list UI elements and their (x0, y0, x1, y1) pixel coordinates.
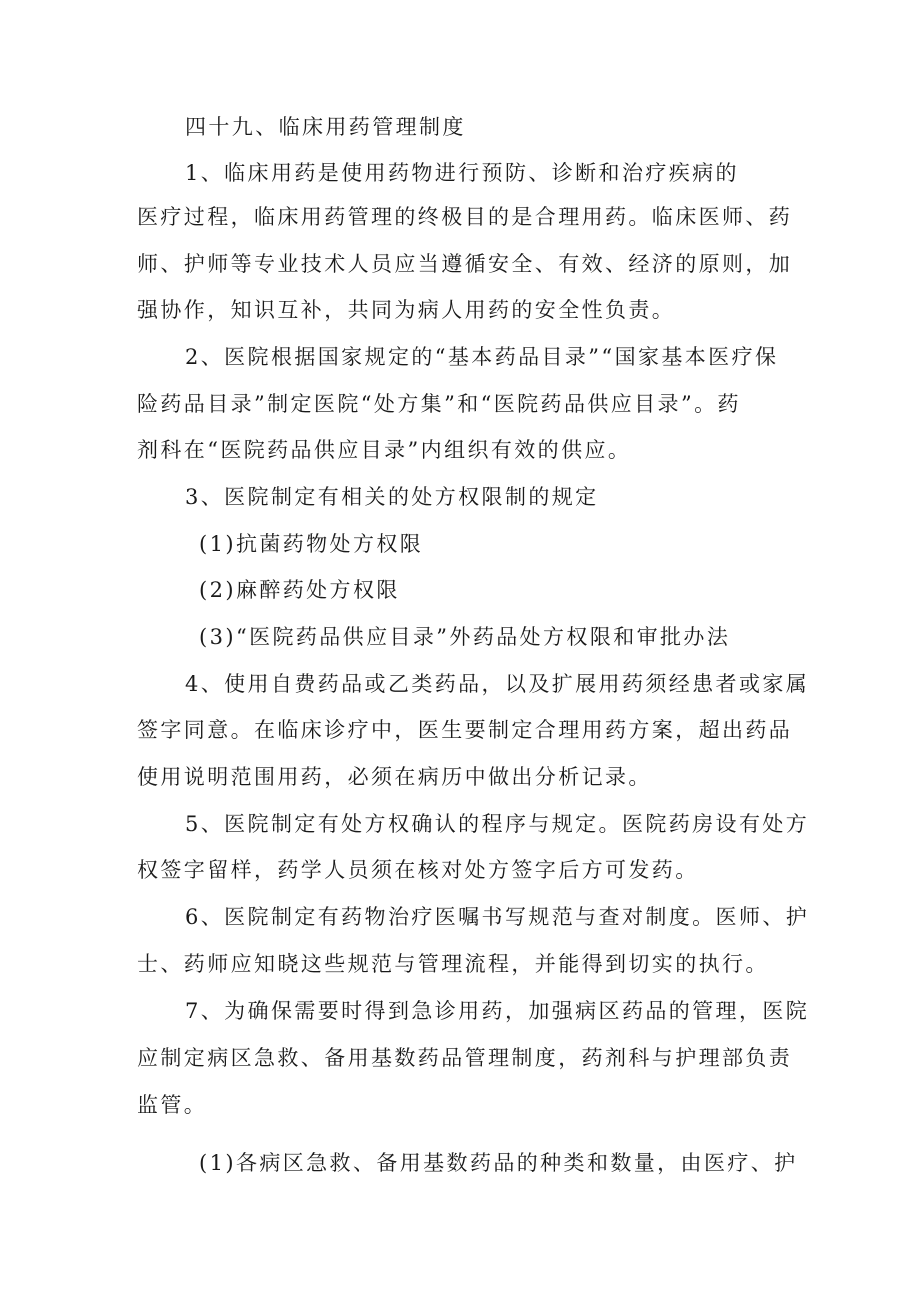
paragraph-7-line-2: 应制定病区急救、备用基数药品管理制度，药剂科与护理部负责 (137, 1046, 793, 1070)
paragraph-4-line-1: 4、使用自费药品或乙类药品，以及扩展用药须经患者或家属 (185, 672, 810, 696)
paragraph-6-line-2: 士、药师应知晓这些规范与管理流程，并能得到切实的执行。 (137, 952, 769, 976)
paragraph-2-line-1: 2、医院根据国家规定的“基本药品目录”“国家基本医疗保 (185, 345, 779, 369)
paragraph-1-line-3: 师、护师等专业技术人员应当遵循安全、有效、经济的原则，加 (137, 252, 793, 276)
paragraph-5-line-2: 权签字留样，药学人员须在核对处方签字后方可发药。 (137, 858, 699, 882)
list-item-3-1: (1)抗菌药物处方权限 (199, 532, 424, 556)
paragraph-1-line-2: 医疗过程，临床用药管理的终极目的是合理用药。临床医师、药 (137, 205, 793, 229)
paragraph-1-line-4: 强协作，知识互补，共同为病人用药的安全性负责。 (137, 298, 676, 322)
list-item-3-3: (3)“医院药品供应目录”外药品处方权限和审批办法 (199, 625, 731, 649)
paragraph-3-line-1: 3、医院制定有相关的处方权限制的规定 (185, 485, 599, 509)
paragraph-2-line-3: 剂科在“医院药品供应目录”内组织有效的供应。 (137, 438, 632, 462)
list-item-3-2: (2)麻醉药处方权限 (199, 578, 400, 602)
paragraph-4-line-2: 签字同意。在临床诊疗中，医生要制定合理用药方案，超出药品 (137, 718, 793, 742)
document-title: 四十九、临床用药管理制度 (185, 115, 466, 139)
paragraph-1-line-1: 1、临床用药是使用药物进行预防、诊断和治疗疾病的 (185, 161, 739, 185)
paragraph-7-line-3: 监管。 (137, 1093, 208, 1117)
paragraph-2-line-2: 险药品目录”制定医院“处方集”和“医院药品供应目录”。药 (137, 392, 741, 416)
paragraph-7-line-1: 7、为确保需要时得到急诊用药，加强病区药品的管理，医院 (185, 999, 810, 1023)
paragraph-4-line-3: 使用说明范围用药，必须在病历中做出分析记录。 (137, 765, 652, 789)
paragraph-6-line-1: 6、医院制定有药物治疗医嘱书写规范与查对制度。医师、护 (185, 905, 810, 929)
paragraph-5-line-1: 5、医院制定有处方权确认的程序与规定。医院药房设有处方 (185, 812, 810, 836)
list-item-7-1: (1)各病区急救、备用基数药品的种类和数量，由医疗、护 (199, 1151, 798, 1175)
